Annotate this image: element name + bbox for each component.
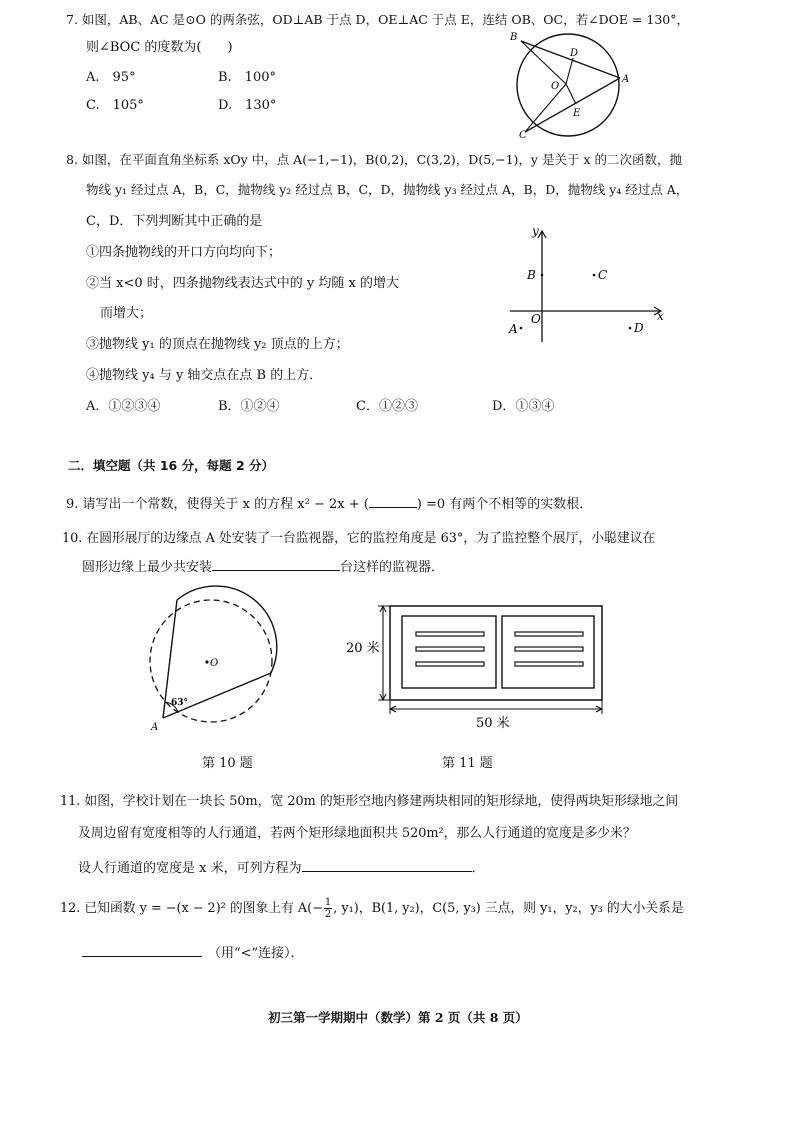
q12-fraction-denominator: 2: [324, 909, 332, 920]
q8-point-d-label: D: [634, 321, 644, 335]
q8-point-a-label: A: [509, 322, 518, 336]
q7-circle-figure: [498, 28, 638, 140]
q9-text-before: 9. 请写出一个常数，使得关于 x 的方程 x² − 2x + (: [66, 497, 369, 512]
q8-statement-3: ③抛物线 y₁ 的顶点在抛物线 y₂ 顶点的上方；: [86, 337, 349, 352]
q10-text-after: 台这样的监视器．: [340, 560, 445, 575]
q10-label-o: O: [210, 658, 219, 669]
q10-line2: [82, 556, 444, 575]
q10-label-angle: 63°: [171, 698, 189, 708]
q11-line2: 及周边留有宽度相等的人行通道，若两个矩形绿地面积共 520m²，那么人行通道的宽度是多少米？: [78, 826, 636, 841]
q9-text-after: ) =0 有两个不相等的实数根．: [416, 497, 593, 512]
section-2-title: 二．填空题（共 16 分，每题 2 分）: [68, 458, 275, 473]
q7-option-d: D. 130°: [218, 98, 277, 113]
q10-answer-blank[interactable]: [212, 570, 340, 571]
q8-point-c-label: C: [598, 268, 608, 282]
q10-label-a: A: [151, 722, 159, 733]
q12-text-after: （用“<”连接）．: [208, 946, 304, 961]
q8-option-a: A．①②③④: [86, 399, 161, 414]
q10-text-before: 圆形边缘上最少共安装: [82, 560, 213, 575]
q11-width-label: 50 米: [476, 716, 510, 731]
q12-part2: , y₁)，B(1, y₂)，C(5, y₃) 三点，则 y₁，y₂，y₃ 的大小关系是: [333, 901, 684, 916]
q12-line2: [82, 942, 304, 961]
q7-label-b: B: [510, 32, 518, 43]
q8-coordinate-figure: [500, 222, 670, 348]
q8-statement-2a: ②当 x<0 时，四条抛物线表达式中的 y 均随 x 的增大: [86, 276, 399, 291]
q8-origin-label: O: [531, 312, 541, 326]
q7-stem-line1: 7. 如图，AB、AC 是⊙O 的两条弦，OD⊥AB 于点 D，OE⊥AC 于点 E，连结 OB、OC，若∠DOE = 130°，: [66, 12, 689, 27]
q11-line3: [78, 857, 485, 876]
q11-text-after: ．: [471, 861, 485, 876]
q7-option-c: C. 105°: [86, 98, 144, 113]
q7-label-e: E: [573, 108, 581, 119]
q8-stem-line1: 8. 如图，在平面直角坐标系 xOy 中，点 A(−1,−1)，B(0,2)，C(3,2)，D(5,−1)，y 是关于 x 的二次函数，抛: [66, 152, 682, 167]
page-footer: 初三第一学期期中（数学）第 2 页（共 8 页）: [268, 1010, 528, 1025]
q11-caption: 第 11 题: [442, 756, 493, 771]
q8-option-b: B．①②④: [218, 399, 280, 414]
q9-answer-blank[interactable]: [369, 507, 417, 508]
q10-circle-figure: [140, 594, 290, 732]
q8-axis-x-label: x: [657, 309, 664, 323]
q8-point-b-label: B: [527, 268, 536, 282]
q8-option-d: D．①③④: [492, 399, 555, 414]
q8-stem-line3: C，D．下列判断其中正确的是: [86, 214, 263, 229]
q11-line1: 11. 如图，学校计划在一块长 50m，宽 20m 的矩形空地内修建两块相同的矩形绿地，使得两块矩形绿地之间: [60, 794, 679, 809]
q10-caption: 第 10 题: [202, 756, 253, 771]
q12-fraction: [324, 897, 332, 920]
q11-answer-blank[interactable]: [302, 871, 472, 872]
q11-garden-figure: [340, 600, 610, 730]
q7-label-d: D: [570, 48, 579, 59]
q12-part1: 12. 已知函数 y = −(x − 2)² 的图象上有 A(−: [60, 901, 323, 916]
q7-stem-line2: 则∠BOC 的度数为( ): [86, 40, 233, 55]
q8-statement-4: ④抛物线 y₄ 与 y 轴交点在点 B 的上方．: [86, 368, 323, 383]
q12-answer-blank[interactable]: [82, 956, 202, 957]
q11-height-label: 20 米: [346, 641, 380, 656]
q7-label-o: O: [551, 81, 560, 92]
q12-line1: [60, 897, 684, 920]
q8-stem-line2: 物线 y₁ 经过点 A，B，C，抛物线 y₂ 经过点 B，C，D，抛物线 y₃ 经过点 A，B，D，抛物线 y₄ 经过点 A，: [86, 182, 689, 197]
q8-statement-1: ①四条抛物线的开口方向均向下；: [86, 245, 282, 260]
q10-line1: 10. 在圆形展厅的边缘点 A 处安装了一台监视器，它的监控角度是 63°，为了监控整个展厅，小聪建议在: [62, 531, 656, 546]
q9-line: [66, 493, 592, 512]
q7-option-b: B. 100°: [218, 70, 276, 85]
q11-text-before: 设人行通道的宽度是 x 米，可列方程为: [78, 861, 302, 876]
q8-option-c: C．①②③: [356, 399, 418, 414]
q8-axis-y-label: y: [532, 224, 539, 238]
q7-label-a: A: [622, 74, 630, 85]
q7-label-c: C: [519, 130, 527, 141]
q7-option-a: A. 95°: [86, 70, 136, 85]
q8-statement-2b: 而增大；: [100, 306, 153, 321]
q12-fraction-numerator: 1: [324, 897, 332, 908]
